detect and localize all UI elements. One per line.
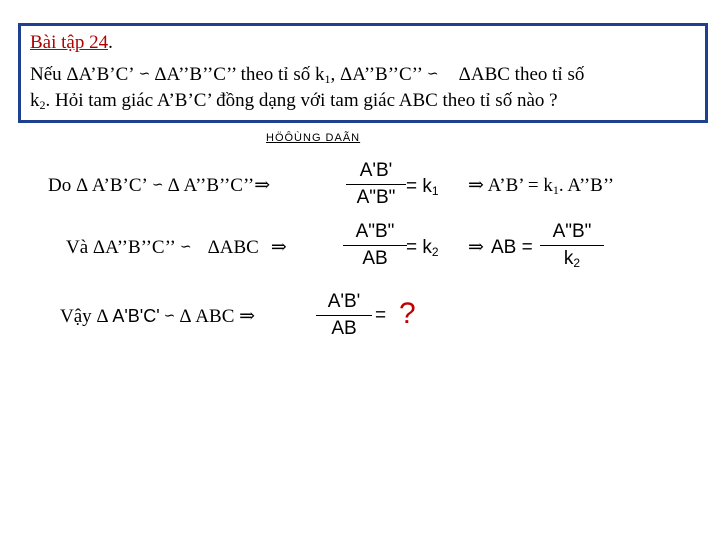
- row2-similar-symbol: ∽: [179, 240, 192, 255]
- row3-equals: =: [375, 305, 387, 326]
- exercise-line-1-part-a: Nếu ΔA’B’C’: [30, 64, 135, 85]
- row1-fraction: [346, 160, 406, 209]
- row1-result-text: A’B’ = k: [487, 175, 553, 196]
- k1-subscript: 1: [324, 72, 331, 86]
- row1-statement: [48, 174, 270, 197]
- row1-fraction-numerator: A'B': [359, 160, 393, 181]
- row2-result-lhs: AB =: [491, 237, 533, 258]
- row2-implies2-icon: ⇒: [468, 237, 484, 258]
- row1-implies-icon: ⇒: [254, 175, 271, 196]
- row3-text2: Δ ABC: [179, 306, 235, 327]
- row2-fraction-numerator: A"B": [355, 221, 395, 242]
- row1-result-tail: . A’’B’’: [558, 175, 615, 196]
- row2-fraction: [343, 221, 407, 270]
- row2-statement: [66, 236, 287, 259]
- exercise-title-label: Bài tập 24: [30, 32, 109, 53]
- row1-implies2-icon: ⇒: [468, 175, 484, 196]
- row1-eq-subscript: 1: [431, 184, 439, 198]
- row3-text-mid: A'B'C': [112, 306, 160, 326]
- row2-eq-text: = k: [406, 237, 432, 258]
- row3-fraction-bar: [316, 315, 372, 316]
- row3-similar-symbol: ∽: [163, 309, 176, 324]
- exercise-line-1: [30, 64, 584, 86]
- row3-statement: [60, 305, 255, 328]
- k2-subscript: 2: [39, 98, 46, 112]
- exercise-line-1-part-b: ΔA’’B’’C’’ theo tỉ số k: [154, 64, 325, 85]
- row2-result-fraction-bar: [540, 245, 604, 246]
- row2-fraction-bar: [343, 245, 407, 246]
- exercise-title-dot: .: [108, 32, 113, 53]
- row2-result-den-k: k: [563, 248, 574, 269]
- row3-fraction: [316, 291, 372, 340]
- row1-text2: Δ A’’B’’C’’: [167, 175, 255, 196]
- row1-fraction-denominator: A"B": [356, 187, 396, 208]
- similar-symbol-2: ∽: [426, 67, 439, 82]
- row2-result-numerator: A"B": [552, 221, 592, 242]
- exercise-title: [30, 32, 113, 54]
- row3-implies-icon: ⇒: [239, 306, 256, 327]
- row1-fraction-bar: [346, 184, 406, 185]
- row3-text: Vậy Δ: [60, 306, 108, 327]
- question-mark: ?: [399, 297, 416, 330]
- row2-implies-icon: ⇒: [270, 237, 287, 258]
- row2-text2: ΔABC: [207, 237, 259, 258]
- row1-eq-text: = k: [406, 176, 432, 197]
- row1-text: Do Δ A’B’C’: [48, 175, 148, 196]
- row2-result-fraction: [540, 221, 604, 270]
- exercise-line-2: [30, 90, 558, 112]
- similar-symbol-1: ∽: [138, 67, 151, 82]
- row1-similar-symbol: ∽: [151, 178, 164, 193]
- row2-text: Và ΔA’’B’’C’’: [66, 237, 176, 258]
- row2-fraction-denominator: AB: [362, 248, 388, 269]
- row1-equals-k1: [406, 176, 439, 198]
- guide-heading: HÖÔÙNG DAÃN: [266, 132, 361, 144]
- row2-eq-subscript: 2: [431, 245, 439, 259]
- row2-implies2: [468, 236, 484, 259]
- exercise-line-1-part-c: , ΔA’’B’’C’’: [330, 64, 423, 85]
- row1-result: [468, 174, 614, 197]
- exercise-box: [18, 23, 708, 123]
- exercise-line-2-question: . Hỏi tam giác A’B’C’ đồng dạng với tam giác ABC theo tỉ số nào ?: [45, 90, 558, 111]
- exercise-line-1-part-d: ΔABC theo tỉ số: [458, 64, 585, 85]
- row2-result-denominator: [540, 248, 604, 270]
- row3-fraction-denominator: AB: [331, 318, 357, 339]
- row2-equals-k2: [406, 237, 439, 259]
- exercise-line-2-k: k: [30, 90, 40, 111]
- row1-result-subscript: 1: [552, 183, 559, 197]
- row3-fraction-numerator: A'B': [327, 291, 361, 312]
- row2-result-den-subscript: 2: [573, 256, 581, 270]
